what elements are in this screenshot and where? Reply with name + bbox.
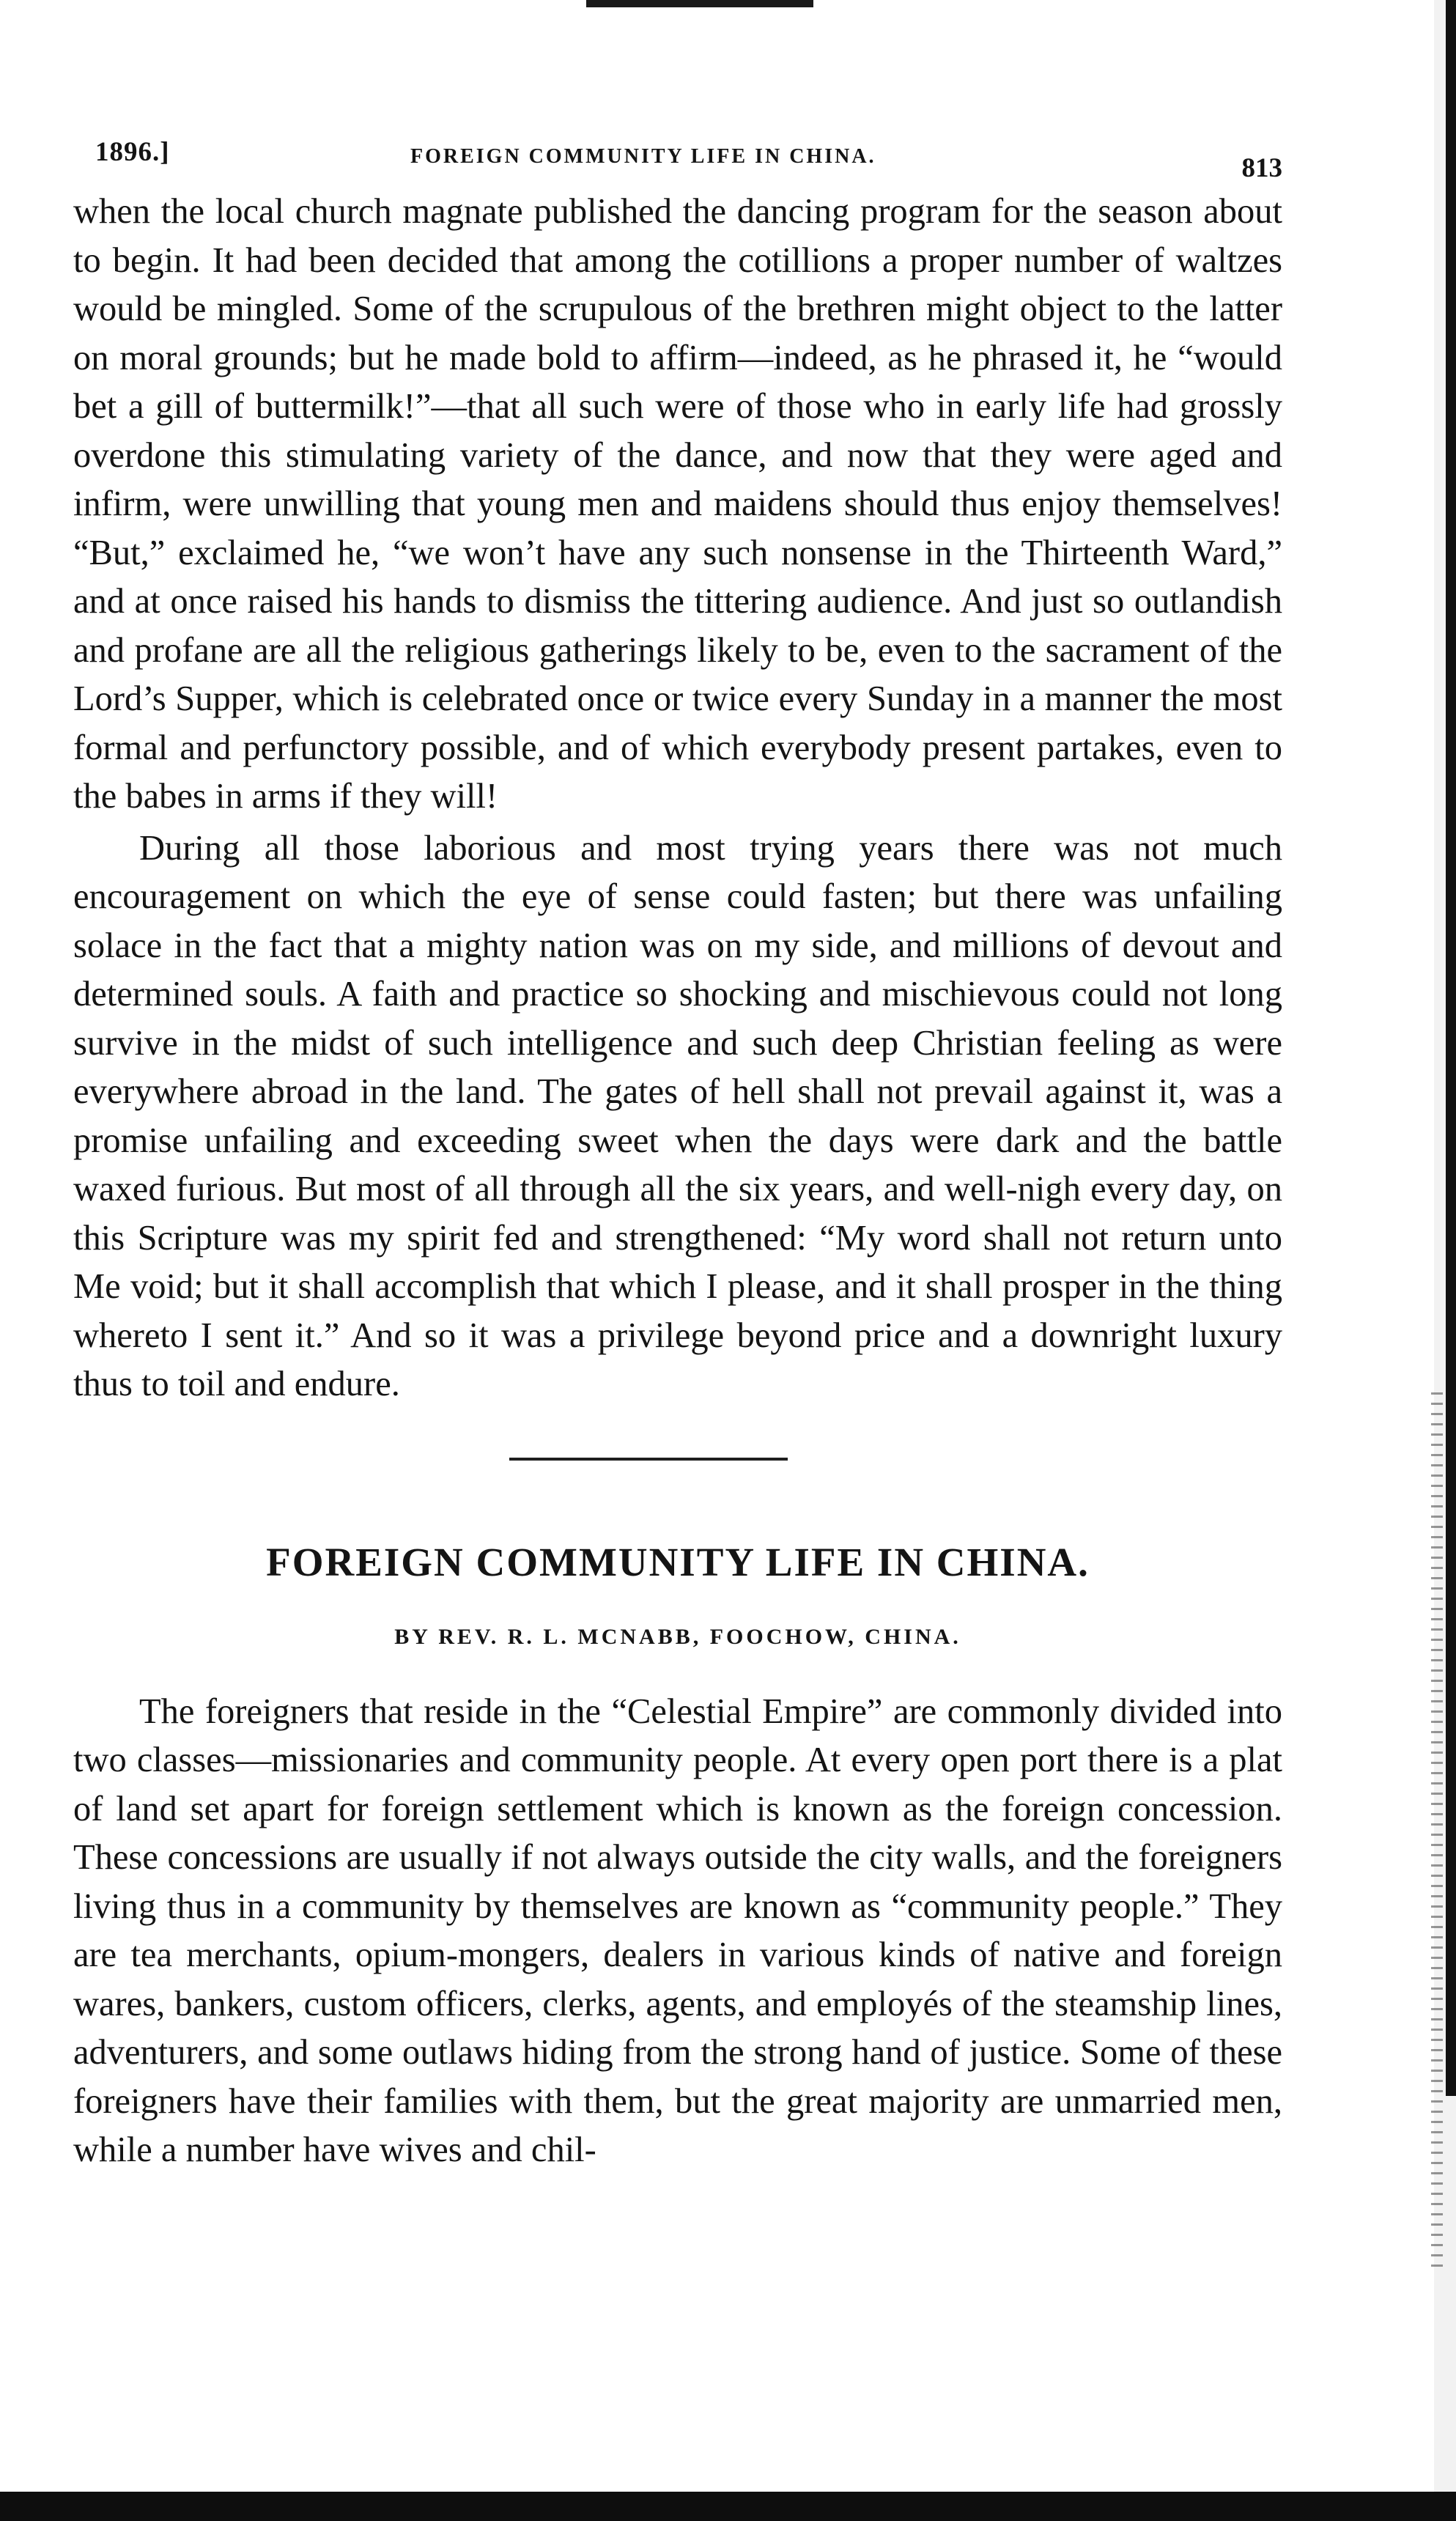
header-year: 1896.] [95, 137, 170, 167]
running-head [73, 130, 1282, 183]
header-running-title: FOREIGN COMMUNITY LIFE IN CHINA. [410, 145, 876, 168]
article-title: FOREIGN COMMUNITY LIFE IN CHINA. [266, 1539, 1090, 1584]
paragraph-continued: when the local church magnate published the dancing program for the season about to begin. It had been decided that among the cotillions a proper number of waltzes would be mingled. Some of the scrupulous of the brethren might object to the latter on moral grounds; but he made bold to affirm—indeed, as he phrased it, he “would bet a gill of buttermilk!”—that all such were of those who in early life had grossly overdone this stimulating variety of the dance, and now that they were aged and infirm, were unwilling that young men and maidens should thus enjoy themselves! “But,” exclaimed he, “we won’t have any such nonsense in the Thirteenth Ward,” and at once raised his hands to dismiss the tittering audience. And just so outlandish and profane are all the religious gatherings likely to be, even to the sacrament of the Lord’s Supper, which is celebrated once or twice every Sunday in a manner the most formal and perfunctory possible, and of which everybody present partakes, even to the babes in arms if they will! [73, 192, 1282, 816]
book-page [73, 130, 1282, 2175]
section-divider-rule [509, 1458, 788, 1461]
header-page-number: 813 [1241, 153, 1282, 183]
article-byline: BY REV. R. L. MCNABB, FOOCHOW, CHINA. [394, 1624, 961, 1649]
scan-artifact-top [586, 0, 813, 7]
paragraph: The foreigners that reside in the “Celestial Empire” are commonly divided into two classes—missionaries and community people. At every open port there is a plat of land set apart for foreign settlement which is known as the foreign concession. These concessions are usually if not always outside the city walls, and the foreigners living thus in a community by themselves are known as “community people.” They are tea merchants, opium-mongers, dealers in various kinds of native and foreign wares, bankers, custom officers, clerks, agents, and employés of the steamship lines, adventurers, and some outlaws hiding from the strong hand of justice. Some of these foreigners have their families with them, but the great majority are unmarried men, while a number have wives and chil- [73, 1691, 1282, 2169]
article-text [73, 1688, 1282, 2175]
scan-artifact-bottom [0, 2492, 1456, 2521]
paragraph: During all those laborious and most trying years there was not much encouragement on which the eye of sense could fasten; but there was unfailing solace in the fact that a mighty nation was on my side, and millions of devout and determined souls. A faith and practice so shocking and mischievous could not long survive in the midst of such intelligence and such deep Christian feeling as were everywhere abroad in the land. The gates of hell shall not prevail against it, was a promise unfailing and exceeding sweet when the days were dark and the battle waxed furious. But most of all through all the six years, and well-nigh every day, on this Scripture was my spirit fed and strengthened: “My word shall not return unto Me void; but it shall accomplish that which I please, and it shall prosper in the thing whereto I sent it.” And so it was a privilege beyond price and a downright luxury thus to toil and endure. [73, 828, 1282, 1403]
scan-artifact-right-dark [1446, 0, 1456, 2096]
scan-artifact-right-speckle [1431, 1392, 1443, 2272]
previous-article-text [73, 188, 1282, 1409]
